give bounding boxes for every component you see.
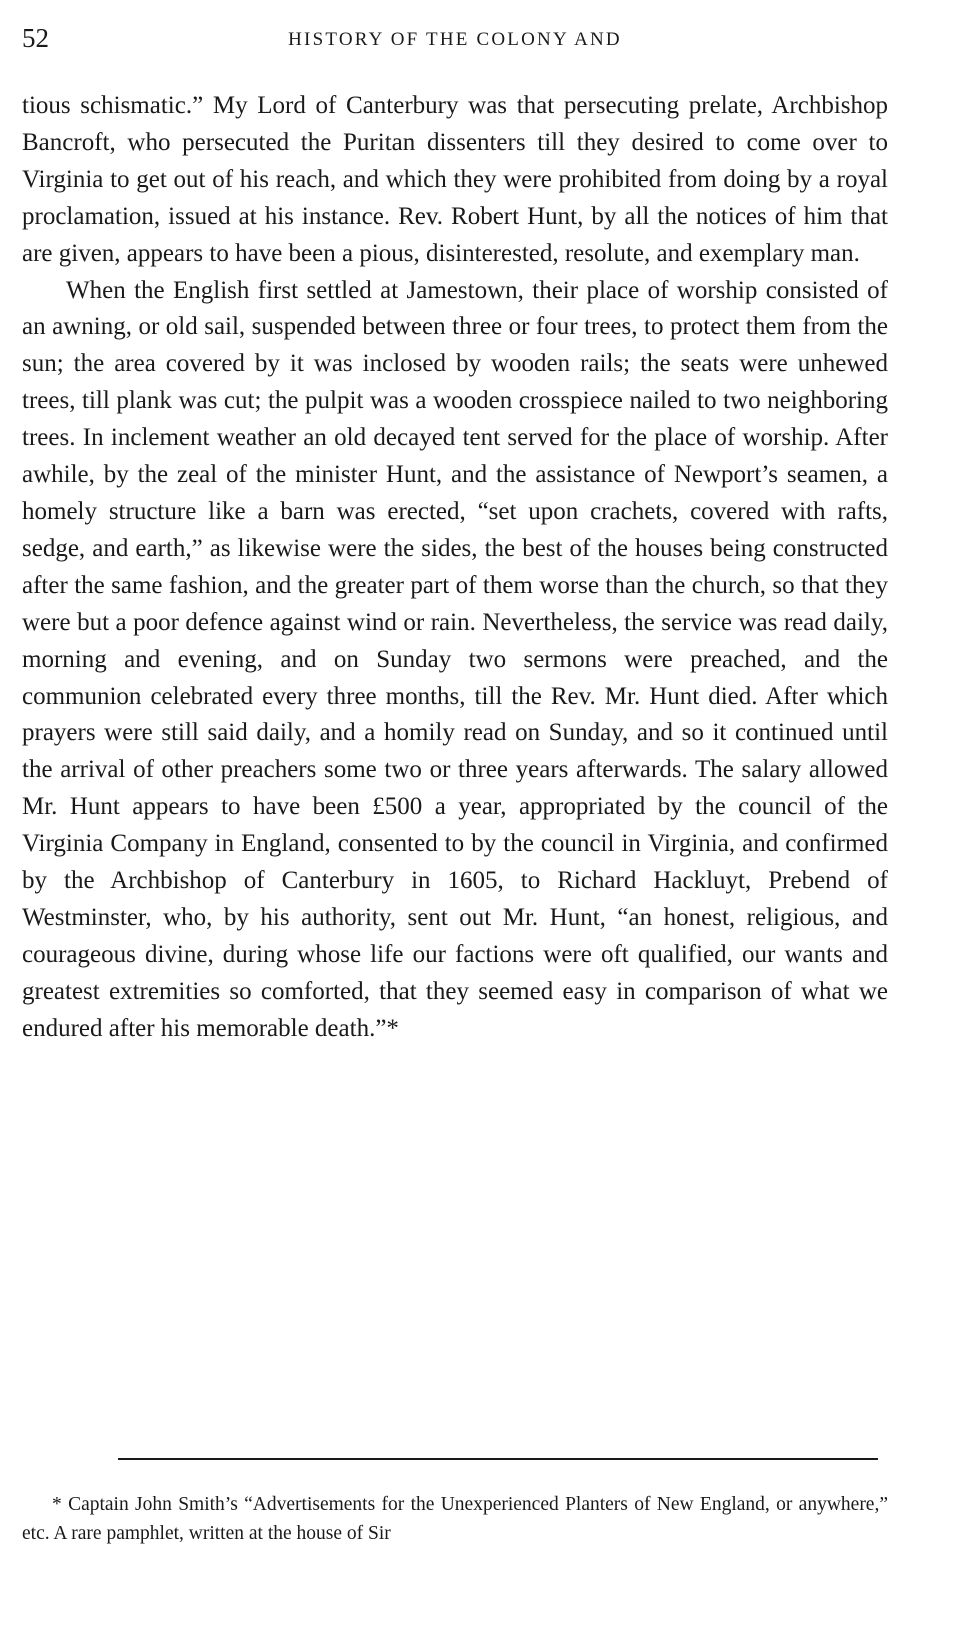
footnote: * Captain John Smith’s “Advertisements for the Unexperienced Planters of New England, or anywhere,” etc. A rare pamphlet, written at the house of Sir xyxy=(22,1494,888,1544)
footnote-divider xyxy=(118,1458,878,1460)
paragraph-continued: tious schismatic.” My Lord of Canterbury was that persecuting prelate, Archbishop Bancroft, who persecuted the Puritan dissenters till they desired to come over to Virginia to get out of his reach, and which they were prohibited from doing by a royal proclamation, issued at his instance. Rev. Robert Hunt, by all the notices of him that are given, appears to have been a pious, disinterested, resolute, and exemplary man. xyxy=(22,92,888,267)
running-head: HISTORY OF THE COLONY AND xyxy=(288,29,622,50)
body-text xyxy=(22,88,888,1048)
page-header xyxy=(22,22,888,58)
page-number: 52 xyxy=(22,23,49,53)
paragraph-jamestown-worship: When the English first settled at Jamestown, their place of worship consisted of an awning, or old sail, suspended between three or four trees, to protect them from the sun; the area covered by it was inclosed by wooden rails; the seats were unhewed trees, till plank was cut; the pulpit was a wooden crosspiece nailed to two neighboring trees. In inclement weather an old decayed tent served for the place of worship. After awhile, by the zeal of the minister Hunt, and the assistance of Newport’s seamen, a homely structure like a barn was erected, “set upon crachets, covered with rafts, sedge, and earth,” as likewise were the sides, the best of the houses being constructed after the same fashion, and the greater part of them worse than the church, so that they were but a poor defence against wind or rain. Nevertheless, the service was read daily, morning and evening, and on Sunday two sermons were preached, and the communion celebrated every three months, till the Rev. Mr. Hunt died. After which prayers were still said daily, and a homily read on Sunday, and so it continued until the arrival of other preachers some two or three years afterwards. The salary allowed Mr. Hunt appears to have been £500 a year, appropriated by the council of the Virginia Company in England, consented to by the council in Virginia, and confirmed by the Archbishop of Canterbury in 1605, to Richard Hackluyt, Prebend of Westminster, who, by his authority, sent out Mr. Hunt, “an honest, religious, and courageous divine, during whose life our factions were oft qualified, our wants and greatest extremities so comforted, that they seemed easy in comparison of what we endured after his memorable death.”* xyxy=(22,276,888,1042)
